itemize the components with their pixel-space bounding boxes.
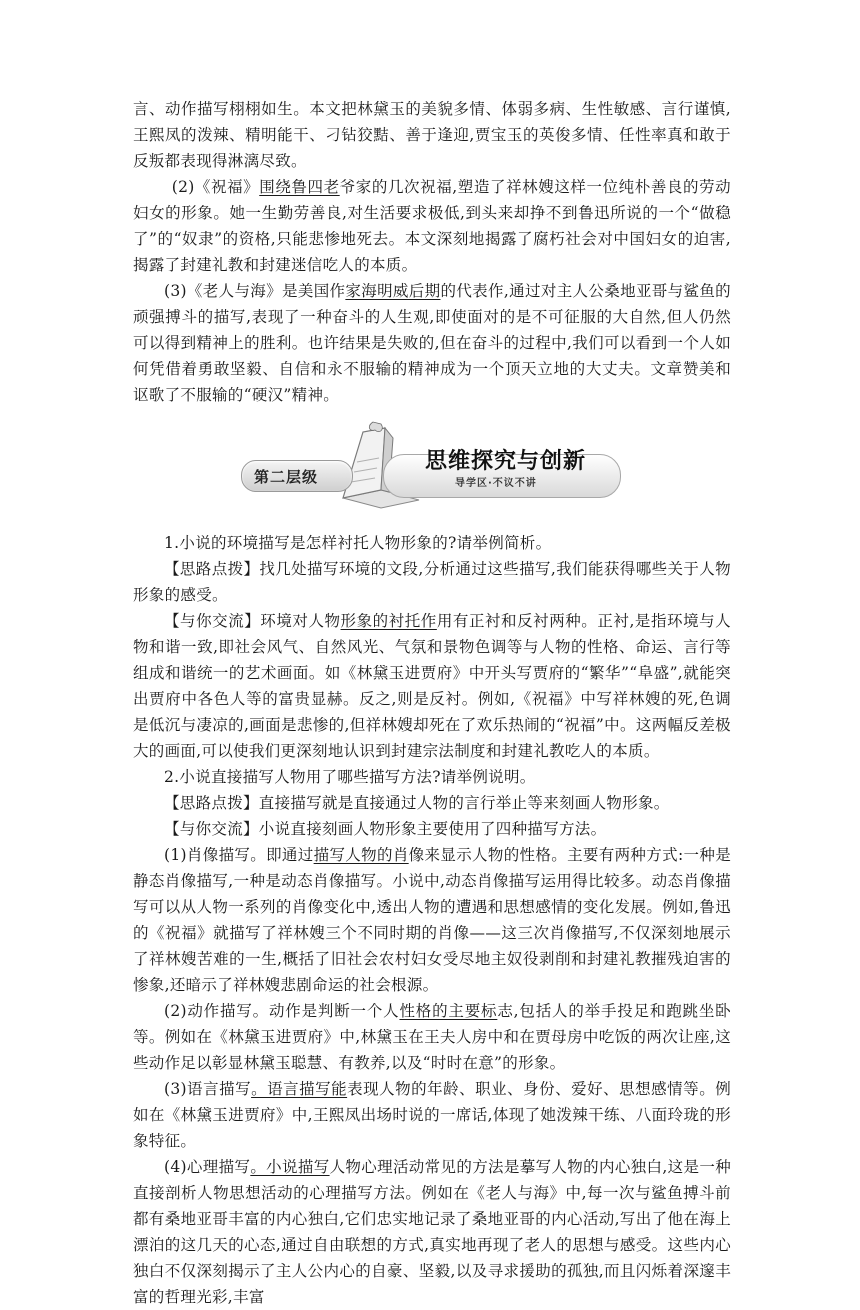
hint-paragraph (133, 556, 731, 608)
underlined-text: 形象的衬托作 (340, 612, 437, 630)
text-run: (2)《祝福》 (171, 178, 260, 196)
underlined-text: 。语言描写能 (251, 1080, 348, 1098)
text-run: 用有正衬和反衬两种。正衬,是指环境与人物和谐一致,即社会风气、自然风光、气氛和景物色调等与人物的性格、命运、言行等组成和谐统一的艺术画面。如《林黛玉进贾府》中开头写贾府的“繁华”“阜盛”,就能突出贾府中各色人等的富贵显赫。反之,则是反衬。例如,《祝福》中写祥林嫂的死,色调是低沉与凄凉的,画面是悲惨的,但祥林嫂却死在了欢乐热闹的“祝福”中。这两幅反差极大的画面,可以使我们更深刻地认识到封建宗法制度和封建礼教吃人的本质。 (133, 612, 731, 760)
text-run: (3)《老人与海》是美国作 (164, 282, 346, 300)
underlined-text: 围绕鲁四老 (259, 178, 340, 196)
text-run: 【思路点拨】找几处描写环境的文段,分析通过这些描写,我们能获得哪些关于人物形象的感受。 (133, 560, 731, 604)
text-run: 1.小说的环境描写是怎样衬托人物形象的?请举例简析。 (164, 534, 552, 552)
text-run: (3)语言描写 (164, 1080, 252, 1098)
text-run: 【与你交流】小说直接刻画人物形象主要使用了四种描写方法。 (164, 820, 607, 838)
paragraph (133, 174, 731, 278)
question-1 (133, 530, 731, 556)
answer-paragraph (133, 608, 731, 764)
text-run: (4)心理描写 (164, 1158, 251, 1176)
level-label: 第二层级 (254, 468, 319, 486)
method-psychology (133, 1154, 731, 1310)
text-run: 【与你交流】环境对人物 (164, 612, 341, 630)
underlined-text: 。小说描写 (250, 1158, 330, 1176)
level-badge (241, 460, 353, 492)
text-run: 志,包括人的举手投足和跑跳坐卧等。例如在《林黛玉进贾府》中,林黛玉在王夫人房中和在贾母房中吃饭的两次让座,这些动作足以彰显林黛玉聪慧、有教养,以及“时时在意”的形象。 (133, 1002, 731, 1072)
section-subtitle: 导学区·不议不讲 (455, 478, 537, 489)
text-run: 人物心理活动常见的方法是摹写人物的内心独白,这是一种直接剖析人物思想活动的心理描写方法。例如在《老人与海》中,每一次与鲨鱼搏斗前都有桑地亚哥丰富的内心独白,它们忠实地记录了桑地亚哥的内心活动,写出了他在海上漂泊的这几天的心态,通过自由联想的方式,真实地再现了老人的思想与感受。这些内心独白不仅深刻揭示了主人公内心的自豪、坚毅,以及寻求援助的孤独,而且闪烁着深邃丰富的哲理光彩,丰富 (133, 1158, 731, 1306)
underlined-text: 性格的主要标 (399, 1002, 498, 1020)
text-run: 爷家的几次祝福,塑造了祥林嫂这样一位纯朴善良的劳动妇女的形象。她一生勤劳善良,对生活要求极低,到头来却挣不到鲁迅所说的一个“做稳了”的“奴隶”的资格,只能悲惨地死去。本文深刻地揭露了腐朽社会对中国妇女的迫害,揭露了封建礼教和封建迷信吃人的本质。 (133, 178, 731, 274)
top-text-block (133, 96, 731, 408)
paragraph (133, 96, 731, 174)
method-portrait (133, 842, 731, 998)
text-run: 像来显示人物的性格。主要有两种方式:一种是静态肖像描写,一种是动态肖像描写。小说中,动态肖像描写运用得比较多。动态肖像描写可以从人物一系列的肖像变化中,透出人物的遭遇和思想感情的变化发展。例如,鲁迅的《祝福》就描写了祥林嫂三个不同时期的肖像——这三次肖像描写,不仅深刻地展示了祥林嫂苦难的一生,概括了旧社会农村妇女受尽地主奴役剥削和封建礼教摧残迫害的惨象,还暗示了祥林嫂悲剧命运的社会根源。 (133, 846, 731, 994)
text-run: (2)动作描写。动作是判断一个人 (164, 1002, 400, 1020)
answer-paragraph (133, 816, 731, 842)
section-header-banner (133, 420, 731, 512)
underlined-text: 描写人物的肖 (313, 846, 409, 864)
text-run: (1)肖像描写。即通过 (164, 846, 314, 864)
text-run: 2.小说直接描写人物用了哪些描写方法?请举例说明。 (164, 768, 536, 786)
question-2 (133, 764, 731, 790)
method-action (133, 998, 731, 1076)
text-run: 言、动作描写栩栩如生。本文把林黛玉的美貌多情、体弱多病、生性敏感、言行谨慎,王熙凤的泼辣、精明能干、刁钻狡黠、善于逢迎,贾宝玉的英俊多情、任性率真和敢于反叛都表现得淋漓尽致。 (133, 100, 731, 170)
text-run: 的代表作,通过对主人公桑地亚哥与鲨鱼的顽强搏斗的描写,表现了一种奋斗的人生观,即使面对的是不可征服的大自然,但人仍然可以得到精神上的胜利。也许结果是失败的,但在奋斗的过程中,我们可以看到一个人如何凭借着勇敢坚毅、自信和永不服输的精神成为一个顶天立地的大丈夫。文章赞美和讴歌了不服输的“硬汉”精神。 (133, 282, 731, 404)
bottom-text-block (133, 530, 731, 1310)
section-title: 思维探究与创新 (425, 449, 587, 474)
hint-paragraph (133, 790, 731, 816)
underlined-text: 家海明威后期 (345, 282, 441, 300)
text-run: 【思路点拨】直接描写就是直接通过人物的言行举止等来刻画人物形象。 (164, 794, 670, 812)
document-page (133, 96, 731, 1310)
paragraph (133, 278, 731, 408)
text-run: 表现人物的年龄、职业、身份、爱好、思想感情等。例如在《林黛玉进贾府》中,王熙凤出场时说的一席话,体现了她泼辣干练、八面玲珑的形象特征。 (133, 1080, 731, 1150)
method-language (133, 1076, 731, 1154)
